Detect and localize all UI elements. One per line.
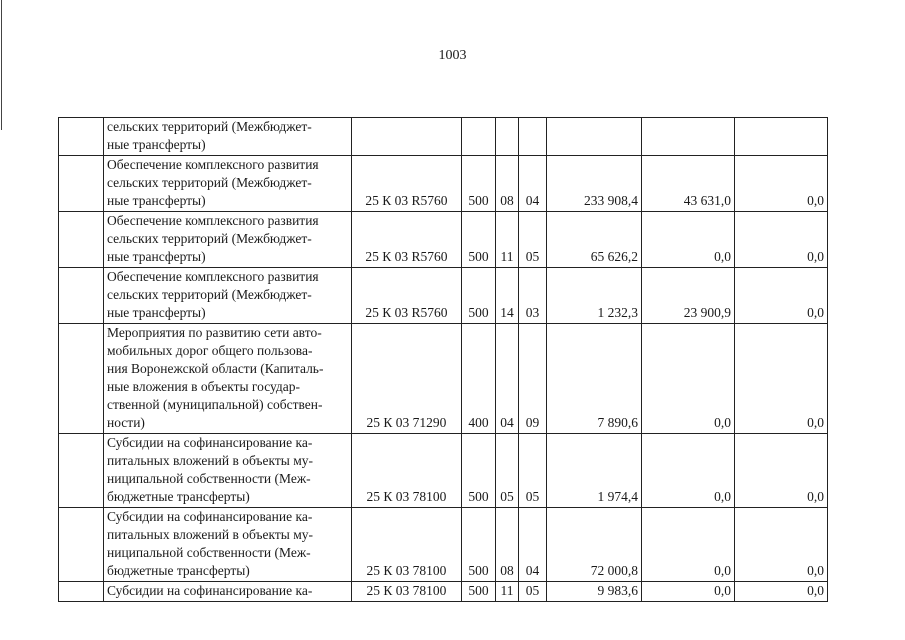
amount-year1-cell: 7 890,6	[547, 324, 642, 434]
expense-name-cell	[104, 156, 352, 212]
expense-name-cell	[104, 268, 352, 324]
expense-name-cell	[104, 118, 352, 156]
target-article-code-cell	[352, 118, 462, 156]
table-row	[59, 156, 828, 212]
amount-year3-cell: 0,0	[735, 434, 828, 508]
amount-year1-cell: 65 626,2	[547, 212, 642, 268]
table-row	[59, 118, 828, 156]
table-body	[59, 118, 828, 602]
section-cell: 08	[496, 508, 519, 582]
expense-name-line: ственной (муниципальной) собствен-	[107, 397, 323, 412]
table-row	[59, 268, 828, 324]
expense-name-cell	[104, 434, 352, 508]
page-number: 1003	[438, 48, 467, 63]
row-margin-cell	[59, 434, 104, 508]
amount-year2-cell: 43 631,0	[642, 156, 735, 212]
expense-name-line: Обеспечение комплексного развития	[107, 213, 319, 228]
amount-year3-cell: 0,0	[735, 508, 828, 582]
row-margin-cell	[59, 508, 104, 582]
subsection-cell: 05	[519, 434, 547, 508]
expense-name-cell	[104, 582, 352, 602]
table-row	[59, 582, 828, 602]
expense-name-line: Субсидии на софинансирование ка-	[107, 435, 313, 450]
expense-type-cell: 500	[462, 268, 496, 324]
amount-year3-cell: 0,0	[735, 582, 828, 602]
amount-year2-cell	[642, 118, 735, 156]
amount-year1-cell	[547, 118, 642, 156]
row-margin-cell	[59, 324, 104, 434]
expense-name-line: ные вложения в объекты государ-	[107, 379, 301, 394]
subsection-cell	[519, 118, 547, 156]
expense-name-line: сельских территорий (Межбюджет-	[107, 175, 312, 190]
budget-table	[58, 117, 828, 602]
expense-name-line: питальных вложений в объекты му-	[107, 453, 313, 468]
table-row	[59, 324, 828, 434]
expense-name-line: Обеспечение комплексного развития	[107, 269, 319, 284]
row-margin-cell	[59, 212, 104, 268]
target-article-code-cell: 25 К 03 78100	[352, 582, 462, 602]
expense-name-line: ниципальной собственности (Меж-	[107, 471, 311, 486]
section-cell: 11	[496, 212, 519, 268]
section-cell: 05	[496, 434, 519, 508]
section-cell: 14	[496, 268, 519, 324]
expense-name-line: ные трансферты)	[107, 137, 206, 152]
row-margin-cell	[59, 156, 104, 212]
expense-name-cell	[104, 324, 352, 434]
subsection-cell: 09	[519, 324, 547, 434]
amount-year2-cell: 0,0	[642, 434, 735, 508]
expense-name-line: ниципальной собственности (Меж-	[107, 545, 311, 560]
subsection-cell: 05	[519, 582, 547, 602]
target-article-code-cell: 25 К 03 R5760	[352, 156, 462, 212]
row-margin-cell	[59, 582, 104, 602]
amount-year3-cell	[735, 118, 828, 156]
subsection-cell: 03	[519, 268, 547, 324]
section-cell	[496, 118, 519, 156]
expense-name-line: Субсидии на софинансирование ка-	[107, 509, 313, 524]
expense-name-line: ния Воронежской области (Капиталь-	[107, 361, 324, 376]
amount-year2-cell: 0,0	[642, 508, 735, 582]
target-article-code-cell: 25 К 03 78100	[352, 434, 462, 508]
expense-name-line: ности)	[107, 415, 145, 430]
page-edge-line	[1, 0, 2, 130]
amount-year2-cell: 0,0	[642, 582, 735, 602]
expense-name-line: Субсидии на софинансирование ка-	[107, 583, 313, 598]
expense-type-cell: 500	[462, 156, 496, 212]
amount-year1-cell: 72 000,8	[547, 508, 642, 582]
expense-type-cell: 500	[462, 212, 496, 268]
expense-type-cell: 500	[462, 582, 496, 602]
amount-year2-cell: 0,0	[642, 212, 735, 268]
section-cell: 11	[496, 582, 519, 602]
expense-name-line: ные трансферты)	[107, 249, 206, 264]
expense-name-line: ные трансферты)	[107, 193, 206, 208]
amount-year1-cell: 1 232,3	[547, 268, 642, 324]
table-row	[59, 508, 828, 582]
target-article-code-cell: 25 К 03 78100	[352, 508, 462, 582]
amount-year3-cell: 0,0	[735, 212, 828, 268]
amount-year3-cell: 0,0	[735, 156, 828, 212]
expense-name-line: бюджетные трансферты)	[107, 563, 250, 578]
expense-name-line: питальных вложений в объекты му-	[107, 527, 313, 542]
expense-name-line: мобильных дорог общего пользова-	[107, 343, 313, 358]
expense-name-cell	[104, 508, 352, 582]
expense-name-line: сельских территорий (Межбюджет-	[107, 119, 312, 134]
target-article-code-cell: 25 К 03 R5760	[352, 212, 462, 268]
expense-type-cell	[462, 118, 496, 156]
subsection-cell: 05	[519, 212, 547, 268]
expense-name-line: бюджетные трансферты)	[107, 489, 250, 504]
expense-name-cell	[104, 212, 352, 268]
amount-year2-cell: 23 900,9	[642, 268, 735, 324]
row-margin-cell	[59, 268, 104, 324]
expense-type-cell: 500	[462, 434, 496, 508]
expense-name-line: Обеспечение комплексного развития	[107, 157, 319, 172]
amount-year1-cell: 9 983,6	[547, 582, 642, 602]
amount-year1-cell: 233 908,4	[547, 156, 642, 212]
expense-name-line: ные трансферты)	[107, 305, 206, 320]
table-row	[59, 212, 828, 268]
amount-year2-cell: 0,0	[642, 324, 735, 434]
target-article-code-cell: 25 К 03 R5760	[352, 268, 462, 324]
expense-name-line: сельских территорий (Межбюджет-	[107, 287, 312, 302]
subsection-cell: 04	[519, 156, 547, 212]
row-margin-cell	[59, 118, 104, 156]
amount-year3-cell: 0,0	[735, 324, 828, 434]
target-article-code-cell: 25 К 03 71290	[352, 324, 462, 434]
subsection-cell: 04	[519, 508, 547, 582]
section-cell: 08	[496, 156, 519, 212]
expense-type-cell: 400	[462, 324, 496, 434]
amount-year3-cell: 0,0	[735, 268, 828, 324]
table-row	[59, 434, 828, 508]
amount-year1-cell: 1 974,4	[547, 434, 642, 508]
expense-name-line: Мероприятия по развитию сети авто-	[107, 325, 322, 340]
section-cell: 04	[496, 324, 519, 434]
expense-type-cell: 500	[462, 508, 496, 582]
expense-name-line: сельских территорий (Межбюджет-	[107, 231, 312, 246]
